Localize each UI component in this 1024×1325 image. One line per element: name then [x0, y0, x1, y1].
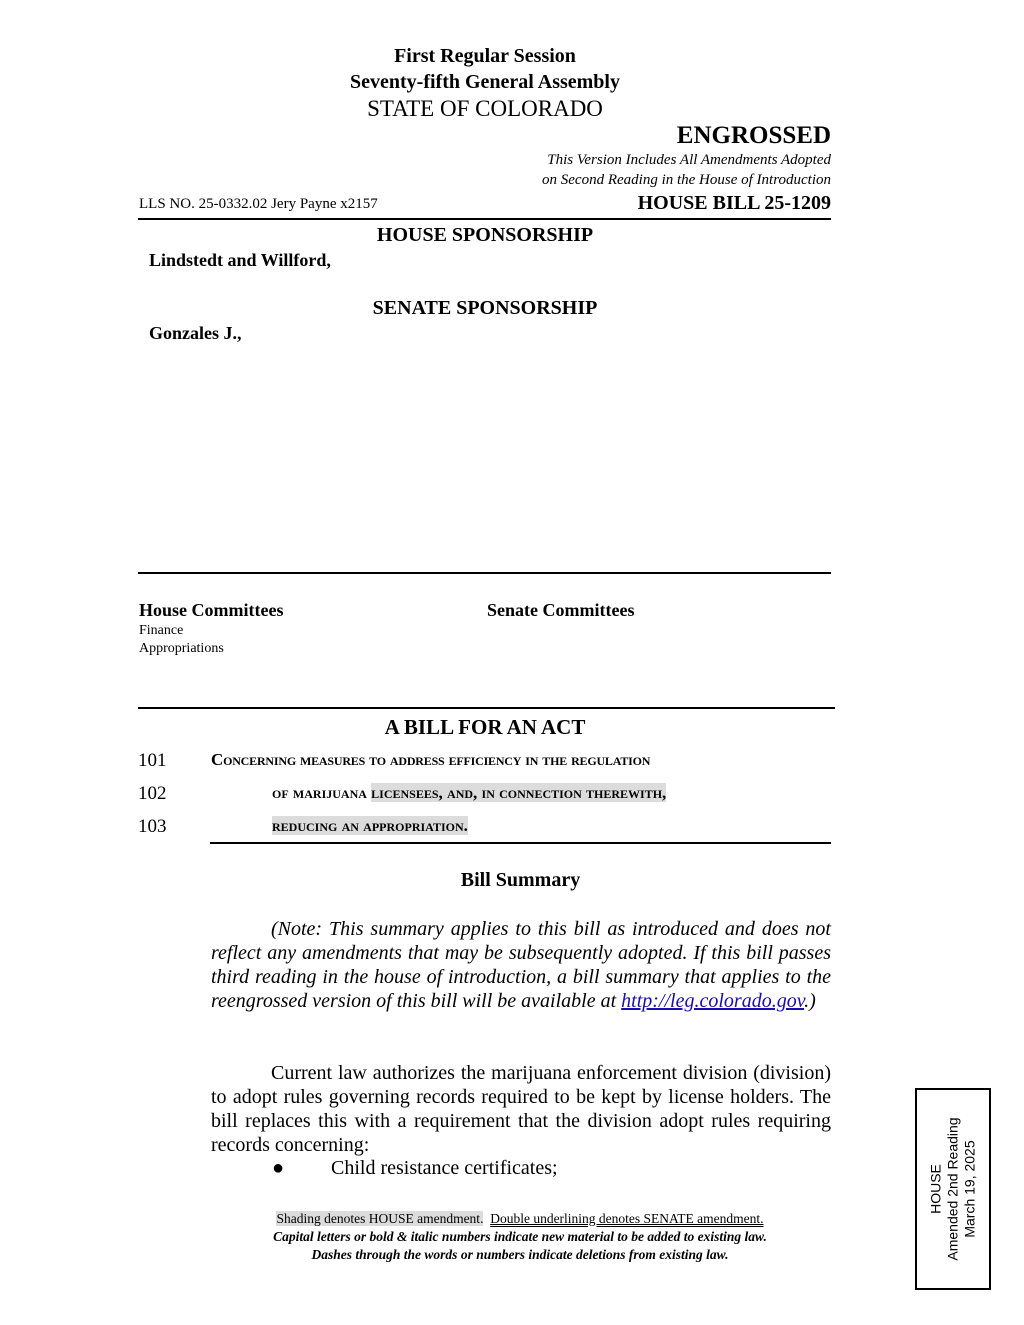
bill-number: HOUSE BILL 25-1209: [637, 192, 831, 214]
stamp-date: March 19, 2025: [961, 1140, 978, 1238]
stamp-chamber: HOUSE: [927, 1164, 944, 1214]
version-note-2: on Second Reading in the House of Introduction: [542, 172, 831, 188]
session-label: First Regular Session: [394, 45, 576, 67]
amendment-legend: [200, 1211, 840, 1227]
title-line-2-plain: of marijuana: [272, 783, 372, 802]
title-line-3: [272, 816, 468, 836]
lls-number: LLS NO. 25-0332.02 Jery Payne x2157: [139, 196, 378, 212]
legislature-link[interactable]: http://leg.colorado.gov: [621, 990, 805, 1012]
summary-note: [211, 917, 831, 1013]
house-committees-heading: House Committees: [139, 600, 284, 620]
house-committee-item: Finance: [139, 623, 184, 638]
title-line-1: Concerning measures to address efficiency in the regulation: [211, 750, 651, 769]
house-amendment-legend: Shading denotes HOUSE amendment.: [276, 1211, 484, 1226]
state-label: STATE OF COLORADO: [367, 96, 603, 121]
amendment-stamp-text: [928, 1089, 979, 1289]
summary-body: Current law authorizes the marijuana enforcement division (division) to adopt rules governing records required to be kept by license holders. The bill replaces this with a requirement that the division adopt rules requiring records concerning:: [211, 1062, 831, 1156]
header-rule: [138, 218, 831, 220]
house-committee-item: Appropriations: [139, 641, 224, 656]
senate-committees-heading: Senate Committees: [487, 600, 635, 620]
senate-sponsors: Gonzales J.,: [149, 323, 242, 343]
line-number: 102: [138, 783, 167, 804]
house-amendment-shading: licensees, and, in connection therewith,: [371, 783, 667, 802]
bullet-icon: ●: [272, 1157, 285, 1179]
title-rule: [210, 842, 831, 844]
line-number: 101: [138, 750, 167, 771]
version-label: ENGROSSED: [676, 122, 831, 149]
summary-note-end: .): [804, 990, 816, 1012]
title-line-2: [272, 783, 666, 803]
version-note-1: This Version Includes All Amendments Adopted: [547, 152, 831, 168]
committees-bottom-rule: [138, 707, 835, 709]
summary-bullet-item: Child resistance certificates;: [331, 1157, 558, 1179]
committees-top-rule: [138, 572, 831, 574]
house-sponsorship-heading: HOUSE SPONSORSHIP: [376, 224, 594, 246]
summary-note-text: (Note: This summary applies to this bill as introduced and does not reflect any amendments that may be subsequently adopted. If this bill passes third reading in the house of introduction, a bill summary that applies to the reengrossed version of this bill will be available at: [211, 918, 831, 1012]
bill-summary-heading: Bill Summary: [460, 869, 581, 891]
stamp-status: Amended 2nd Reading: [944, 1117, 961, 1261]
house-amendment-shading: reducing an appropriation.: [272, 816, 468, 835]
line-number: 103: [138, 816, 167, 837]
dashes-legend: Dashes through the words or numbers indicate deletions from existing law.: [311, 1247, 729, 1262]
house-sponsors: Lindstedt and Willford,: [149, 250, 331, 270]
caps-legend: Capital letters or bold & italic numbers indicate new material to be added to existing law.: [273, 1229, 767, 1244]
assembly-label: Seventy-fifth General Assembly: [350, 71, 620, 93]
senate-amendment-legend: Double underlining denotes SENATE amendment.: [490, 1211, 764, 1226]
senate-sponsorship-heading: SENATE SPONSORSHIP: [372, 297, 598, 319]
amendment-stamp: [915, 1088, 991, 1290]
act-heading: A BILL FOR AN ACT: [384, 715, 586, 739]
